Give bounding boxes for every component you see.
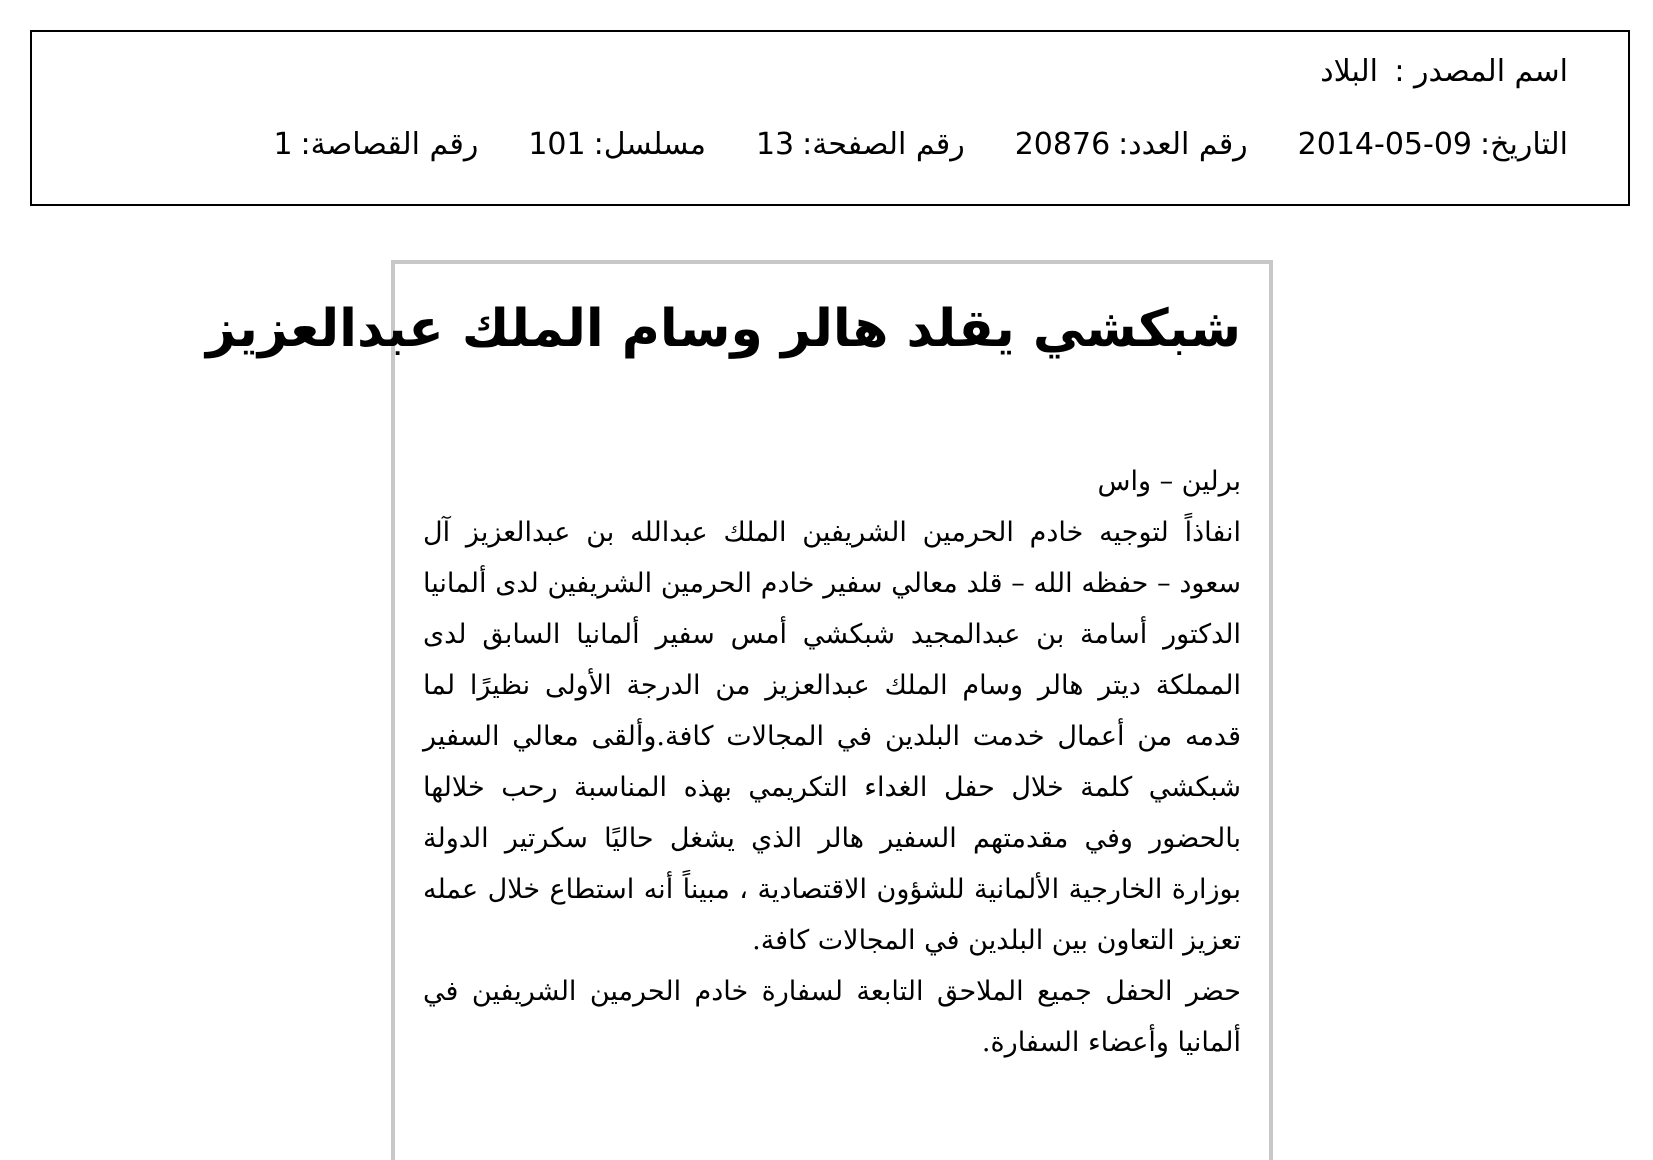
issue-number-label: رقم العدد: [1118, 127, 1248, 162]
source-metadata-box [30, 30, 1630, 206]
page-number-value: 13 [755, 127, 795, 162]
article-body [423, 456, 1241, 1068]
serial-label: مسلسل: [593, 127, 706, 162]
source-value: البلاد [1320, 54, 1378, 89]
article-dateline: برلين – واس [1097, 466, 1241, 497]
serial-field [528, 127, 706, 162]
issue-number-field [1015, 127, 1248, 162]
source-label: اسم المصدر : [1394, 54, 1568, 89]
clip-number-field [273, 127, 478, 162]
newspaper-clipping [206, 260, 1273, 1160]
date-field [1298, 127, 1568, 162]
clip-number-label: رقم القصاصة: [300, 127, 479, 162]
page-number-label: رقم الصفحة: [802, 127, 965, 162]
clip-number-value: 1 [273, 127, 293, 162]
date-value: 2014-05-09 [1297, 127, 1473, 162]
article-paragraph-1: انفاذاً لتوجيه خادم الحرمين الشريفين الملك عبدالله بن عبدالعزيز آل سعود – حفظه الله – قلد معالي سفير خادم الحرمين الشريفين لدى ألمانيا الدكتور أسامة بن عبدالمجيد شبكشي أمس سفير ألمانيا السابق لدى المملكة ديتر هالر وسام الملك عبدالعزيز من الدرجة الأولى نظيرًا لما قدمه من أعمال خدمت البلدين في المجالات كافة.وألقى معالي السفير شبكشي كلمة خلال حفل الغداء التكريمي بهذه المناسبة رحب خلالها بالحضور وفي مقدمتهم السفير هالر الذي يشغل حاليًا سكرتير الدولة بوزارة الخارجية الألمانية للشؤون الاقتصادية ، مبيناً أنه استطاع خلال عمله تعزيز التعاون بين البلدين في المجالات كافة. [423, 517, 1241, 956]
source-row [1320, 54, 1568, 89]
serial-value: 101 [528, 127, 586, 162]
publication-details-row [273, 127, 1568, 162]
date-label: التاريخ: [1480, 127, 1568, 162]
article-headline: شبكشي يقلد هالر وسام الملك عبدالعزيز [206, 299, 1241, 359]
issue-number-value: 20876 [1014, 127, 1111, 162]
page-number-field [756, 127, 965, 162]
article-paragraph-2: حضر الحفل جميع الملاحق التابعة لسفارة خادم الحرمين الشريفين في ألمانيا وأعضاء السفارة. [423, 976, 1241, 1058]
